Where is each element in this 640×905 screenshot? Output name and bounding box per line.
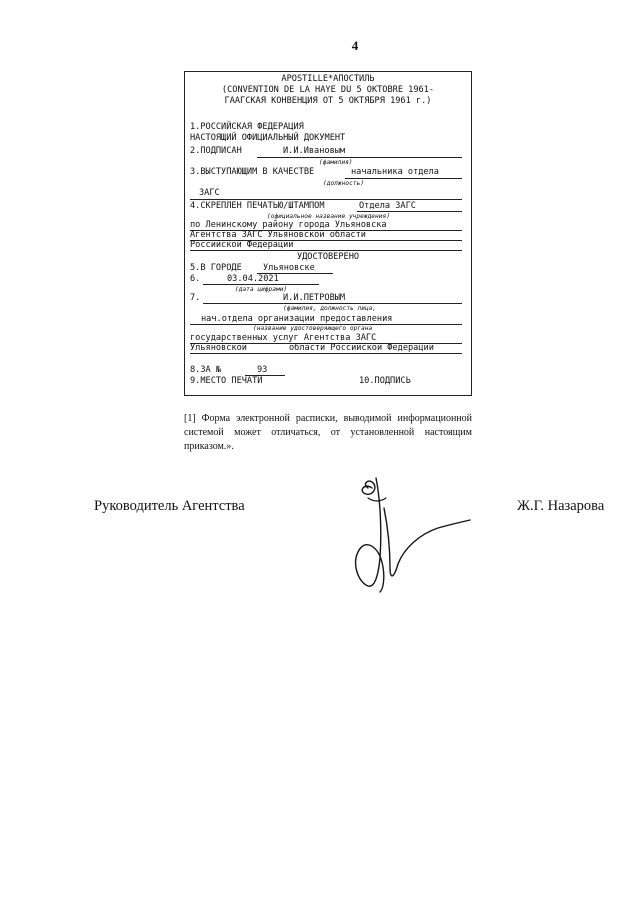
item2-value: И.И.Ивановым — [283, 146, 346, 156]
item8-value: 93 — [257, 365, 268, 375]
item7-line4-a: Ульяновской — [190, 343, 247, 353]
item4-label: 4.СКРЕПЛЕН ПЕЧАТЬЮ/ШТАМПОМ — [190, 201, 325, 211]
item7-underline4 — [190, 353, 462, 354]
item2-label: 2.ПОДПИСАН — [190, 146, 242, 156]
item1-document: НАСТОЯЩИЙ ОФИЦИАЛЬНЫЙ ДОКУМЕНТ — [190, 133, 346, 143]
item4-line2: по Ленинскому району города Ульяновска — [190, 220, 387, 230]
item6-underline — [203, 284, 319, 285]
item6-label: 6. — [190, 274, 201, 284]
item8-label: 8.ЗА № — [190, 365, 222, 375]
item10-label: 10.ПОДПИСЬ — [359, 376, 411, 386]
handwritten-signature — [328, 468, 478, 598]
caption-authority: (название удостоверяющего органа — [253, 325, 373, 332]
caption-institution: (официальное название учреждения) — [267, 213, 390, 220]
item4-value: Отдела ЗАГС — [359, 201, 416, 211]
item4-underline — [357, 211, 462, 212]
page-number: 4 — [351, 38, 359, 53]
signatory-role: Руководитель Агентства — [94, 498, 245, 514]
item7-line4-b: области Российской Федерации — [289, 343, 434, 353]
apostille-title: APOSTILLE*АПОСТИЛЬ — [281, 74, 375, 84]
item7-line2: нач.отдела организации предоставления — [201, 314, 393, 324]
caption-position: (должность) — [323, 180, 364, 187]
item3-underline — [345, 178, 462, 179]
item4-line4: Российской Федерации — [190, 240, 294, 250]
item5-label: 5.В ГОРОДЕ — [190, 263, 242, 273]
item7-label: 7. — [190, 293, 201, 303]
item7-underline — [203, 303, 462, 304]
footnote — [184, 412, 472, 454]
apostille-convention-fr: (CONVENTION DE LA HAYE DU 5 OKTOBRE 1961- — [221, 85, 435, 95]
item1-country: 1.РОССИЙСКАЯ ФЕДЕРАЦИЯ — [190, 122, 304, 132]
caption-person: (фамилия, должность лица, — [283, 305, 377, 312]
footnote-text: [1] Форма электронной расписки, выводимой информационной системой может отличаться, от установленной настоящим приказом.». — [184, 413, 472, 452]
item6-value: 03.04.2021 — [227, 274, 279, 284]
item3-value2: ЗАГС — [199, 188, 220, 198]
item3-label: 3.ВЫСТУПАЮЩИМ В КАЧЕСТВЕ — [190, 167, 315, 177]
caption-surname: (фамилия) — [319, 159, 353, 166]
item9-label: 9.МЕСТО ПЕЧАТИ — [190, 376, 263, 386]
item3-underline2 — [190, 199, 462, 200]
apostille-convention-ru: ГААГСКАЯ КОНВЕНЦИЯ ОТ 5 ОКТЯБРЯ 1961 г.) — [224, 96, 432, 106]
item7-value: И.И.ПЕТРОВЫМ — [283, 293, 346, 303]
item2-underline — [257, 157, 462, 158]
item3-value: начальника отдела — [351, 167, 439, 177]
caption-date: (дата цифрами) — [235, 286, 288, 293]
item7-line3: государственных услуг Агентства ЗАГС — [190, 333, 377, 343]
certified-heading: УДОСТОВЕРЕНО — [296, 252, 360, 262]
item5-value: Ульяновске — [263, 263, 315, 273]
item4-line3: Агентства ЗАГС Ульяновской области — [190, 230, 366, 240]
apostille-form — [184, 71, 472, 396]
item4-underline4 — [190, 250, 462, 251]
signatory-name: Ж.Г. Назарова — [517, 498, 605, 514]
